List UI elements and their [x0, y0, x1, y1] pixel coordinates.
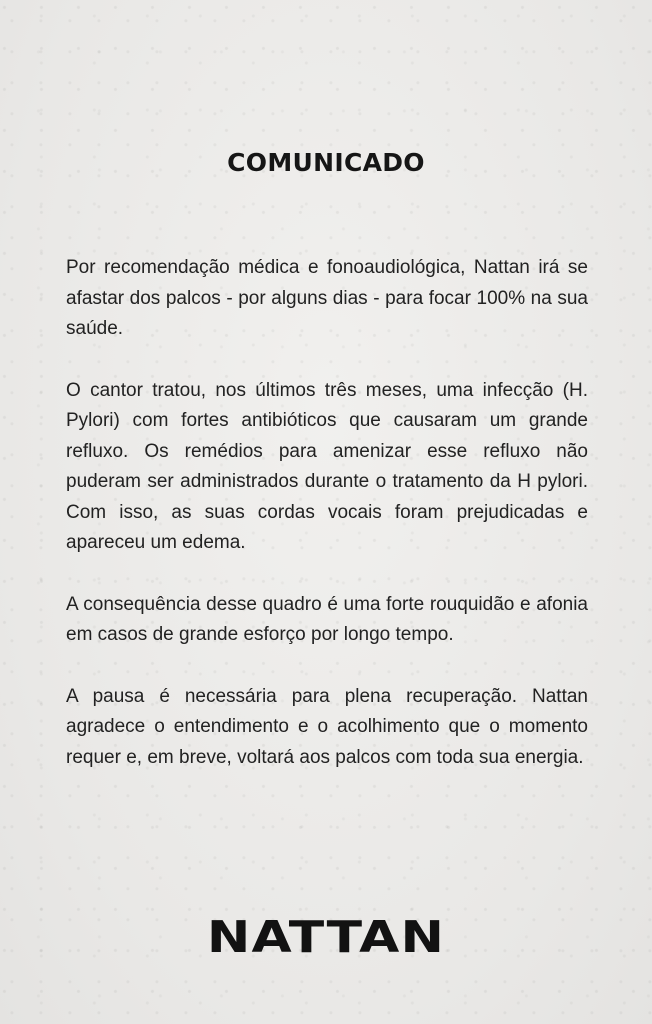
- paragraph-closing: A pausa é necessária para plena recuperação. Nattan agradece o entendimento e o acolhimento que o momento requer e, em breve, voltará aos palcos com toda sua energia.: [66, 685, 588, 768]
- page-title: COMUNICADO: [227, 148, 425, 177]
- nattan-logo: NATTAN: [206, 912, 446, 963]
- paragraph-treatment: O cantor tratou, nos últimos três meses, uma infecção (H. Pylori) com fortes antibióticos que causaram um grande refluxo. Os remédios para amenizar esse refluxo não puderam ser administrados durante o tratamento da H pylori. Com isso, as suas cordas vocais foram prejudicadas e apareceu um edema.: [66, 379, 588, 553]
- paragraph-intro: Por recomendação médica e fonoaudiológica, Nattan irá se afastar dos palcos - por alguns dias - para focar 100% na sua saúde.: [66, 257, 588, 339]
- announcement-body: [66, 253, 588, 773]
- paragraph-consequence: A consequência desse quadro é uma forte rouquidão e afonia em casos de grande esforço por longo tempo.: [66, 593, 588, 645]
